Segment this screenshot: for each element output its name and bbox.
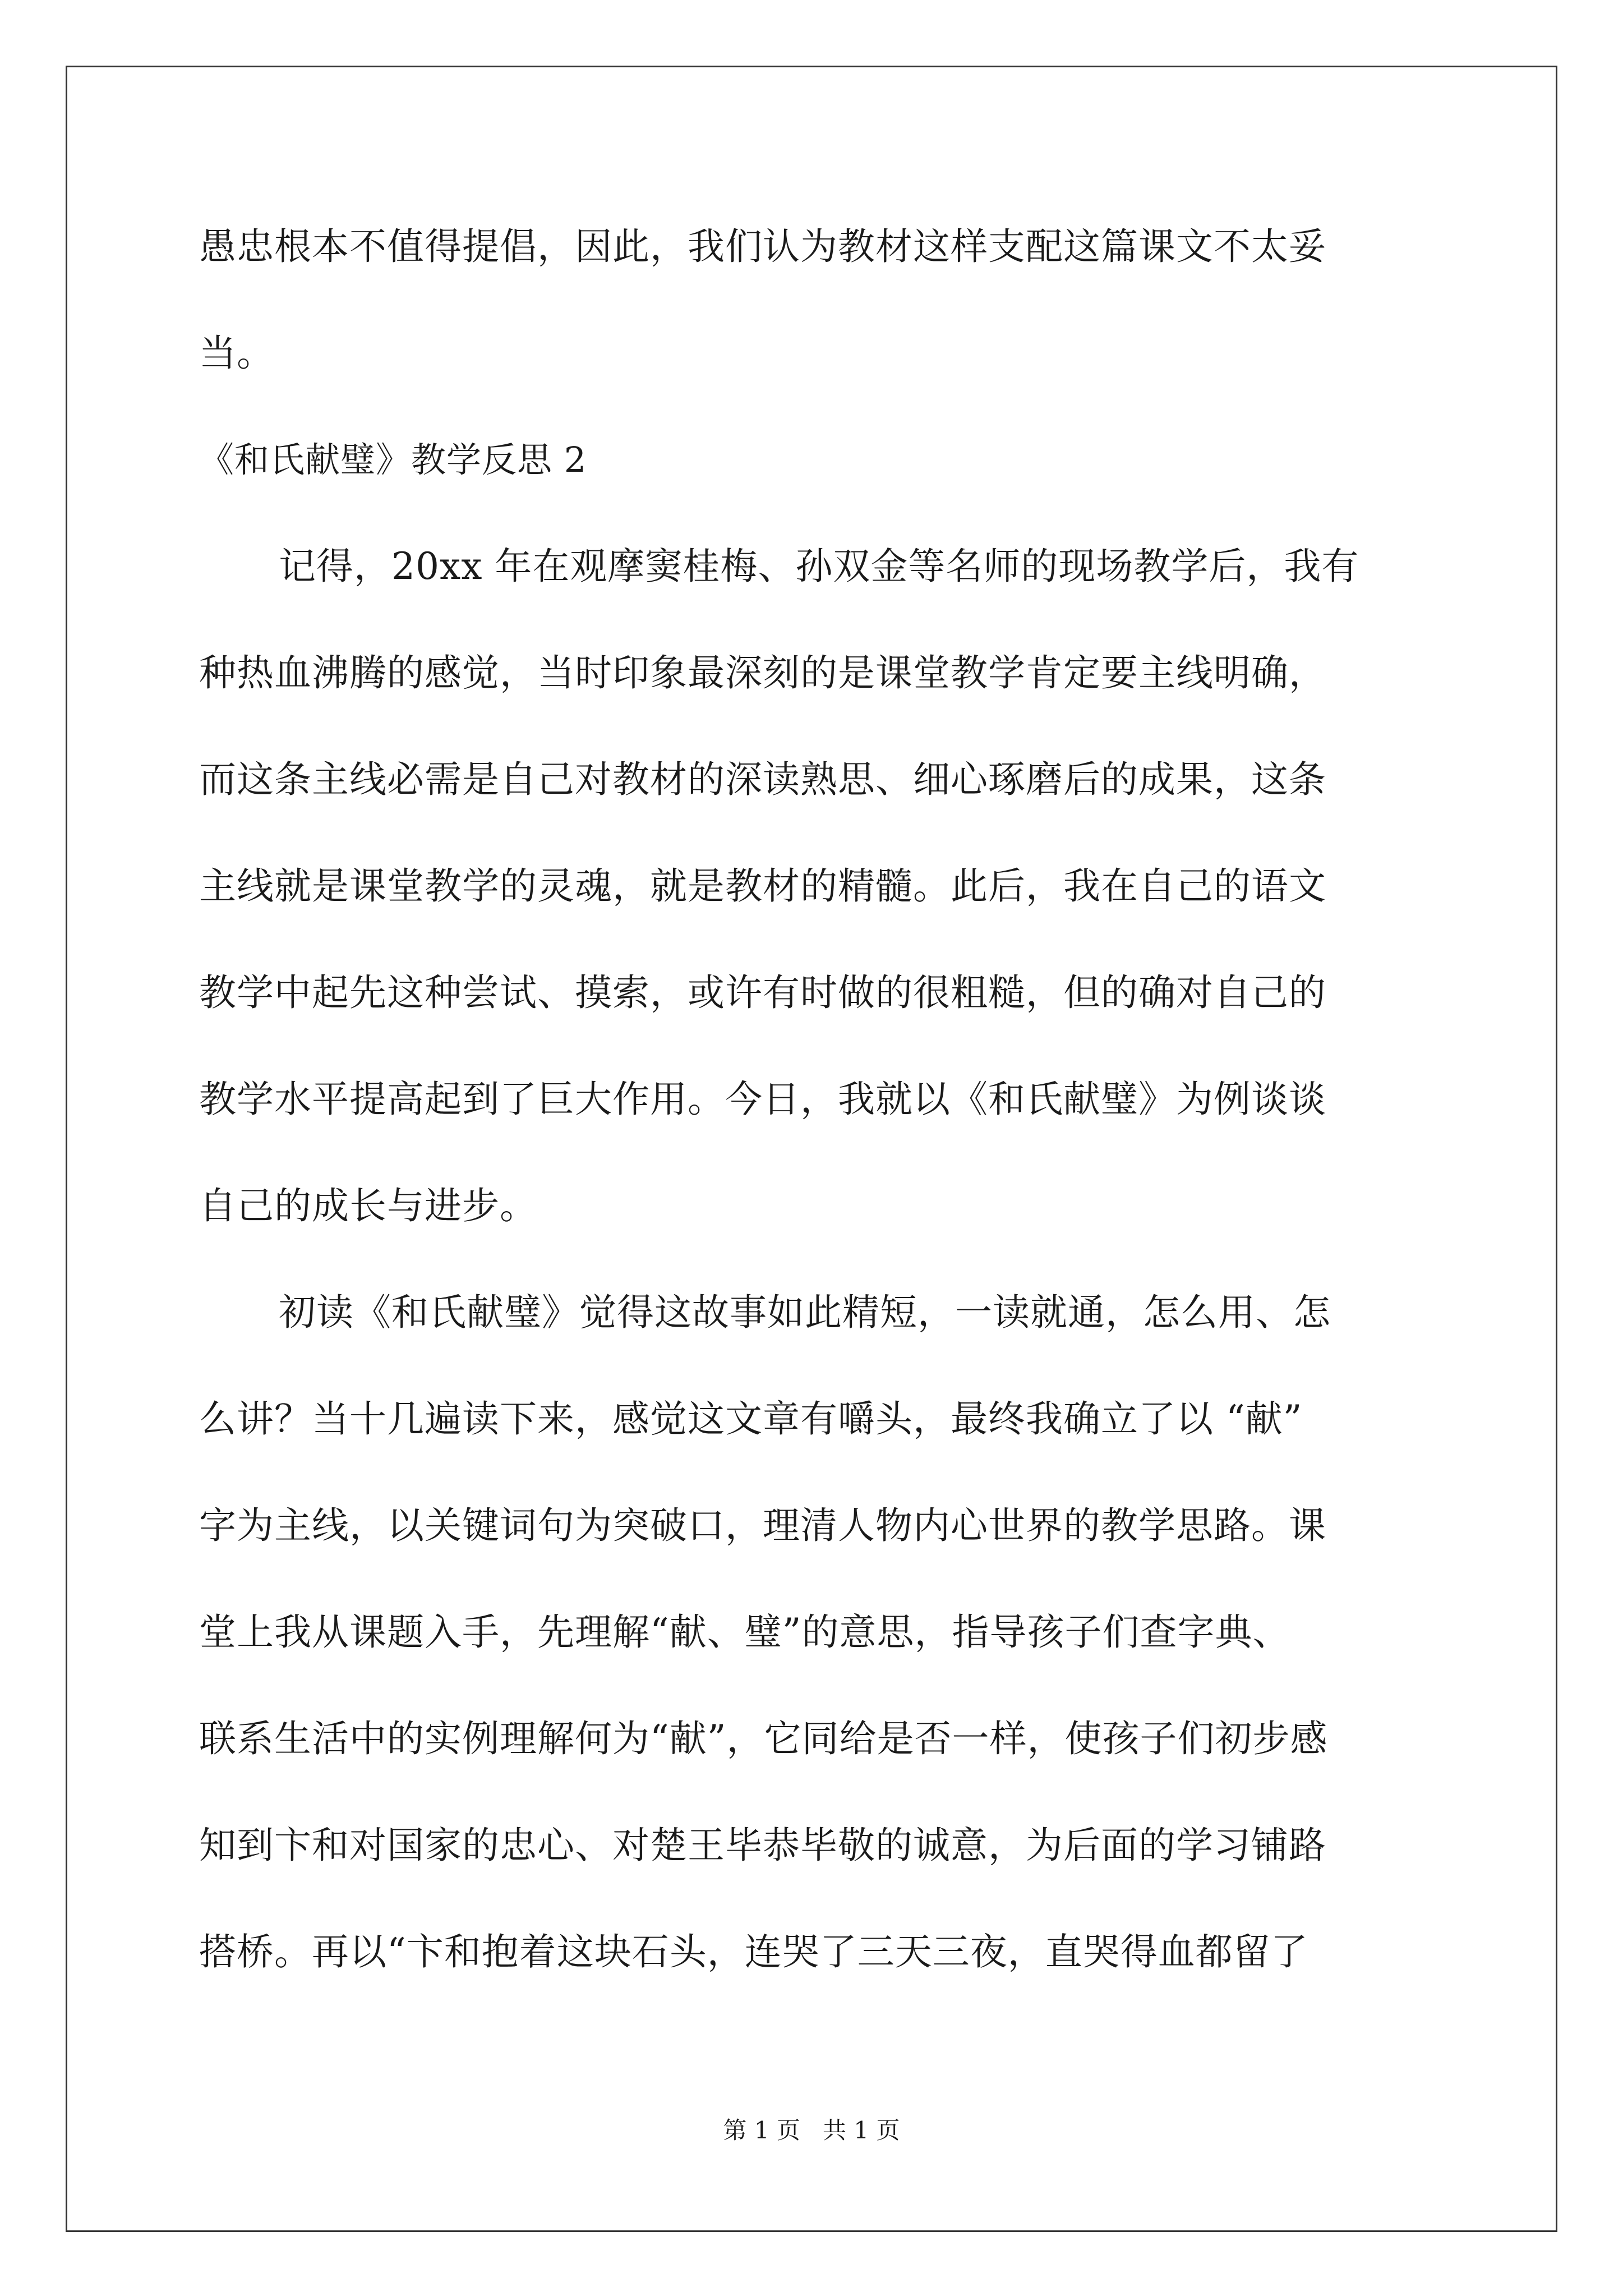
text-line: 当。: [199, 332, 274, 375]
text-line: 搭桥。再以“卞和抱着这块石头，连哭了三天三夜，直哭得血都留了: [199, 1930, 1308, 1973]
text-line: 么讲？当十几遍读下来，感觉这文章有嚼头，最终我确立了以 “献”: [199, 1397, 1303, 1441]
paragraph-first-line: 记得，20xx 年在观摩窦桂梅、孙双金等名师的现场教学后，我有: [279, 545, 1359, 588]
text-line: 种热血沸腾的感觉，当时印象最深刻的是课堂教学肯定要主线明确，: [199, 651, 1326, 694]
section-heading: 《和氏献璧》教学反思 2: [199, 439, 587, 480]
text-line: 教学水平提高起到了巨大作用。今日，我就以《和氏献璧》为例谈谈: [199, 1078, 1326, 1121]
paragraph-first-line: 初读《和氏献璧》觉得这故事如此精短，一读就通，怎么用、怎: [279, 1291, 1331, 1334]
text-line: 而这条主线必需是自己对教材的深读熟思、细心琢磨后的成果，这条: [199, 758, 1326, 801]
text-line: 联系生活中的实例理解何为“献”，它同给是否一样，使孩子们初步感: [199, 1717, 1328, 1760]
text-line: 教学中起先这种尝试、摸索，或许有时做的很粗糙，但的确对自己的: [199, 971, 1326, 1014]
text-line: 主线就是课堂教学的灵魂，就是教材的精髓。此后，我在自己的语文: [199, 864, 1326, 908]
text-line: 字为主线，以关键词句为突破口，理清人物内心世界的教学思路。课: [199, 1504, 1326, 1547]
text-line: 知到卞和对国家的忠心、对楚王毕恭毕敬的诚意，为后面的学习铺路: [199, 1824, 1326, 1867]
page-footer: 第 1 页 共 1 页: [723, 2116, 900, 2144]
text-line: 愚忠根本不值得提倡，因此，我们认为教材这样支配这篇课文不太妥: [199, 225, 1326, 268]
text-line: 堂上我从课题入手，先理解“献、璧”的意思，指导孩子们查字典、: [199, 1611, 1290, 1654]
page-border: [66, 66, 1557, 2232]
text-line: 自己的成长与进步。: [199, 1184, 537, 1227]
